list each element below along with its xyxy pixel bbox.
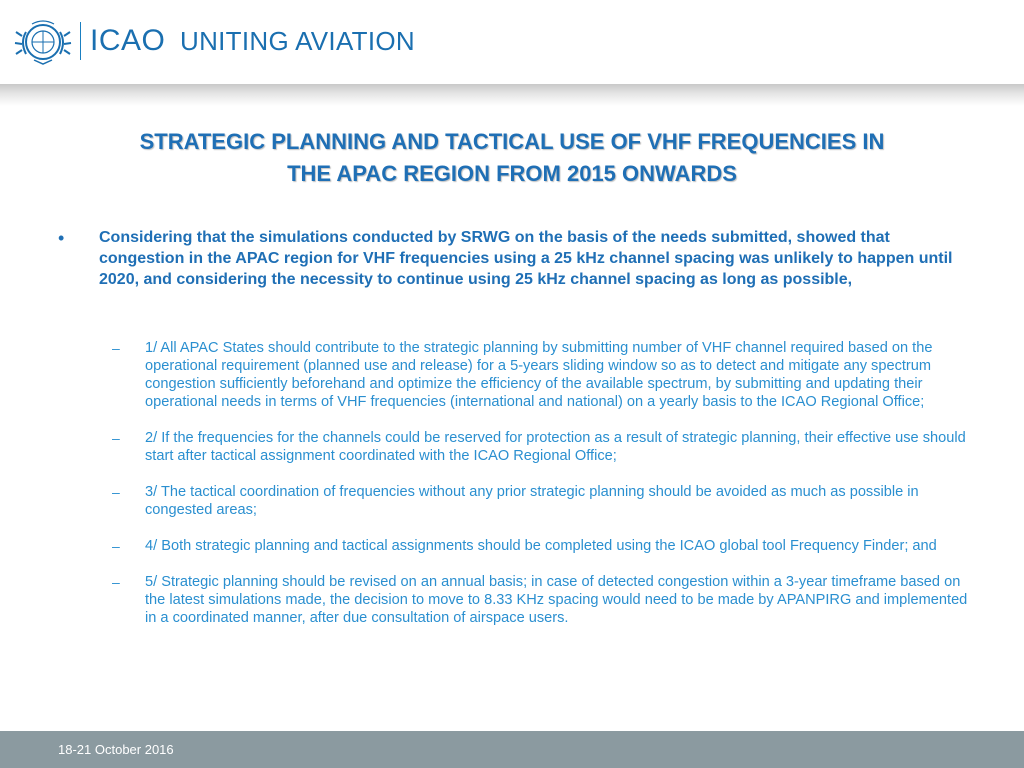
sub-bullet-marker: – — [112, 538, 120, 554]
bullet-marker: • — [58, 228, 65, 248]
header-shadow-band — [0, 84, 1024, 106]
sub-bullet-text: 2/ If the frequencies for the channels could be reserved for protection as a result of strategic planning, their effective use should start after tactical assignment coordinated with the ICAO Regional Office; — [145, 430, 966, 464]
slide-title — [60, 126, 964, 190]
main-bullet — [58, 227, 968, 290]
sub-bullet-text: 1/ All APAC States should contribute to the strategic planning by submitting number of VHF channel required based on the operational requirement (planned use and release) for a 5-years sliding window so as to detect and mitigate any spectrum congestion sufficiently beforehand and optimize the efficiency of the available spectrum, by submitting and updating their operational needs in terms of VHF frequencies (international and national) on a yearly basis to the ICAO Regional Office; — [145, 340, 933, 410]
sub-bullet-marker: – — [112, 574, 120, 590]
slide-title-line-2: THE APAC REGION FROM 2015 ONWARDS — [287, 161, 737, 186]
sub-bullet-text: 3/ The tactical coordination of frequencies without any prior strategic planning should be avoided as much as possible in congested areas; — [145, 484, 919, 518]
sub-bullet-marker: – — [112, 484, 120, 500]
logo-text: ICAO — [90, 24, 166, 57]
logo-divider — [80, 22, 81, 60]
sub-bullet-list — [112, 339, 968, 645]
icao-emblem-icon — [14, 16, 72, 68]
sub-bullet-text: 4/ Both strategic planning and tactical assignments should be completed using the ICAO global tool Frequency Finder; and — [145, 538, 937, 554]
footer-date: 18-21 October 2016 — [58, 742, 174, 757]
main-bullet-text: Considering that the simulations conducted by SRWG on the basis of the needs submitted, showed that congestion in the APAC region for VHF frequencies using a 25 kHz channel spacing was unlikely to happen until 2020, and considering the necessity to continue using 25 kHz channel spacing as long as possible, — [99, 229, 953, 288]
slide-header — [0, 0, 1024, 84]
sub-bullet-marker: – — [112, 430, 120, 446]
sub-bullet-item — [112, 573, 968, 627]
header-tagline: UNITING AVIATION — [180, 26, 415, 56]
sub-bullet-item — [112, 483, 968, 519]
sub-bullet-item — [112, 339, 968, 411]
sub-bullet-item — [112, 537, 968, 555]
sub-bullet-item — [112, 429, 968, 465]
sub-bullet-text: 5/ Strategic planning should be revised on an annual basis; in case of detected congestion within a 3-year timeframe based on the latest simulations made, the decision to move to 8.33 KHz spacing would need to be made by APANPIRG and implemented in a coordinated manner, after due consultation of airspace users. — [145, 574, 968, 626]
slide-title-line-1: STRATEGIC PLANNING AND TACTICAL USE OF VHF FREQUENCIES IN — [139, 129, 885, 154]
sub-bullet-marker: – — [112, 340, 120, 356]
slide-footer — [0, 731, 1024, 768]
